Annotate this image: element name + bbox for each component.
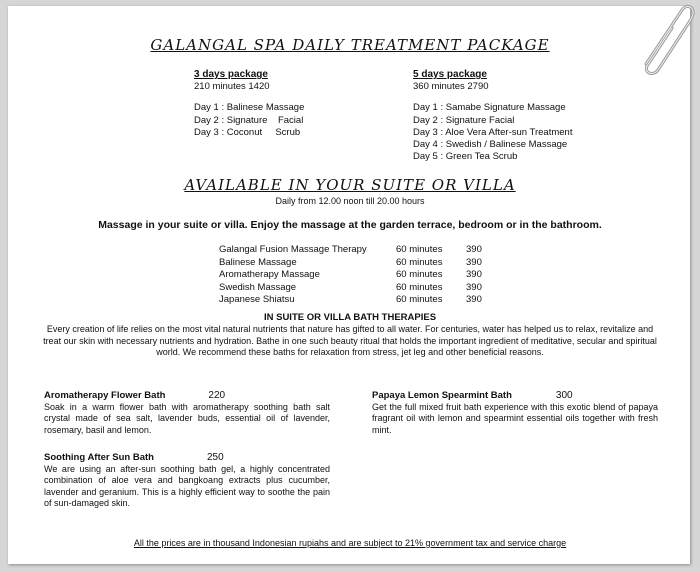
page-title: GALANGAL SPA DAILY TREATMENT PACKAGE	[150, 36, 550, 54]
bath-name: Papaya Lemon Spearmint Bath	[372, 390, 512, 401]
package-5-days	[413, 69, 572, 163]
massage-price: 390	[466, 269, 482, 280]
massage-duration: 60 minutes	[396, 269, 443, 280]
bath-aromatherapy-flower	[44, 390, 330, 436]
package-day: Day 3 : Coconut Scrub	[194, 126, 301, 138]
bath-section-text: Every creation of life relies on the most vital natural nutrients that nature has gifted to all water. For centuries, water has helped us to relax, revitalize and treat our skin with necessary nutrients and hydration. Bathe in one such beauty ritual that holds the important ingredient of meditative, secular and spiritual world. We recommend these baths for relaxation from stress, jet leg and other beneficial reasons.	[43, 324, 657, 357]
bath-name: Aromatherapy Flower Bath	[44, 390, 166, 401]
package-3-days	[194, 69, 304, 139]
table-row	[219, 244, 482, 257]
package-name: 3 days package	[194, 69, 268, 80]
massage-name: Swedish Massage	[219, 281, 297, 293]
package-day: Day 4 : Swedish / Balinese Massage	[413, 139, 568, 151]
massage-price: 390	[466, 256, 482, 268]
massage-duration: 60 minutes	[396, 256, 443, 268]
massage-intro: Massage in your suite or villa. Enjoy the massage at the garden terrace, bedroom or in the bathroom.	[98, 219, 602, 231]
package-detail: 360 minutes 2790	[413, 81, 489, 93]
package-day: Day 1 : Balinese Massage	[194, 102, 305, 114]
package-day: Day 2 : Signature Facial	[413, 114, 515, 126]
massage-name: Aromatherapy Massage	[219, 269, 320, 280]
section-title-suite-villa: AVAILABLE IN YOUR SUITE OR VILLA	[184, 176, 516, 194]
massage-name: Japanese Shiatsu	[219, 294, 295, 305]
bath-description: We are using an after-sun soothing bath gel, a highly concentrated combination of aloe vera and bangkoang extracts plus cucumber, lavender and geranium. This is a highly efficient way to soothe the pain of sun-damaged skin.	[44, 463, 330, 508]
package-day: Day 1 : Samabe Signature Massage	[413, 102, 566, 114]
package-day: Day 2 : Signature Facial	[194, 114, 304, 126]
bath-description: Soak in a warm flower bath with aromatherapy soothing bath salt crystal made of sea salt, lavender buds, essential oil of lavender, rosemary, basil and lemon.	[44, 401, 330, 435]
massage-name: Balinese Massage	[219, 256, 297, 268]
opening-hours: Daily from 12.00 noon till 20.00 hours	[275, 196, 425, 206]
table-row	[219, 294, 482, 307]
package-day: Day 5 : Green Tea Scrub	[413, 151, 518, 163]
massage-duration: 60 minutes	[396, 244, 443, 255]
bath-price: 300	[555, 390, 573, 401]
massage-price: 390	[466, 244, 482, 255]
massage-name: Galangal Fusion Massage Therapy	[219, 244, 367, 255]
bath-description: Get the full mixed fruit bath experience with this exotic blend of papaya fragrant oil with lemon and spearmint essential oils together with fresh mint.	[372, 401, 658, 435]
massage-duration: 60 minutes	[396, 281, 443, 293]
package-detail: 210 minutes 1420	[194, 81, 270, 93]
table-row	[219, 257, 482, 270]
bath-price: 250	[206, 452, 224, 463]
bath-papaya-lemon-spearmint	[372, 390, 658, 436]
massage-duration: 60 minutes	[396, 294, 443, 305]
package-name: 5 days package	[413, 69, 487, 80]
bath-section-heading: IN SUITE OR VILLA BATH THERAPIES	[263, 312, 437, 323]
bath-soothing-after-sun	[44, 452, 330, 510]
massage-price: 390	[466, 294, 482, 305]
package-day: Day 3 : Aloe Vera After-sun Treatment	[413, 126, 573, 138]
footer-note: All the prices are in thousand Indonesian rupiahs and are subject to 21% government tax and service charge	[133, 538, 567, 548]
bath-name: Soothing After Sun Bath	[44, 452, 154, 463]
bath-price: 220	[208, 390, 226, 401]
table-row	[219, 269, 482, 282]
table-row	[219, 282, 482, 295]
massage-price: 390	[466, 281, 482, 293]
massage-price-table	[219, 244, 482, 307]
